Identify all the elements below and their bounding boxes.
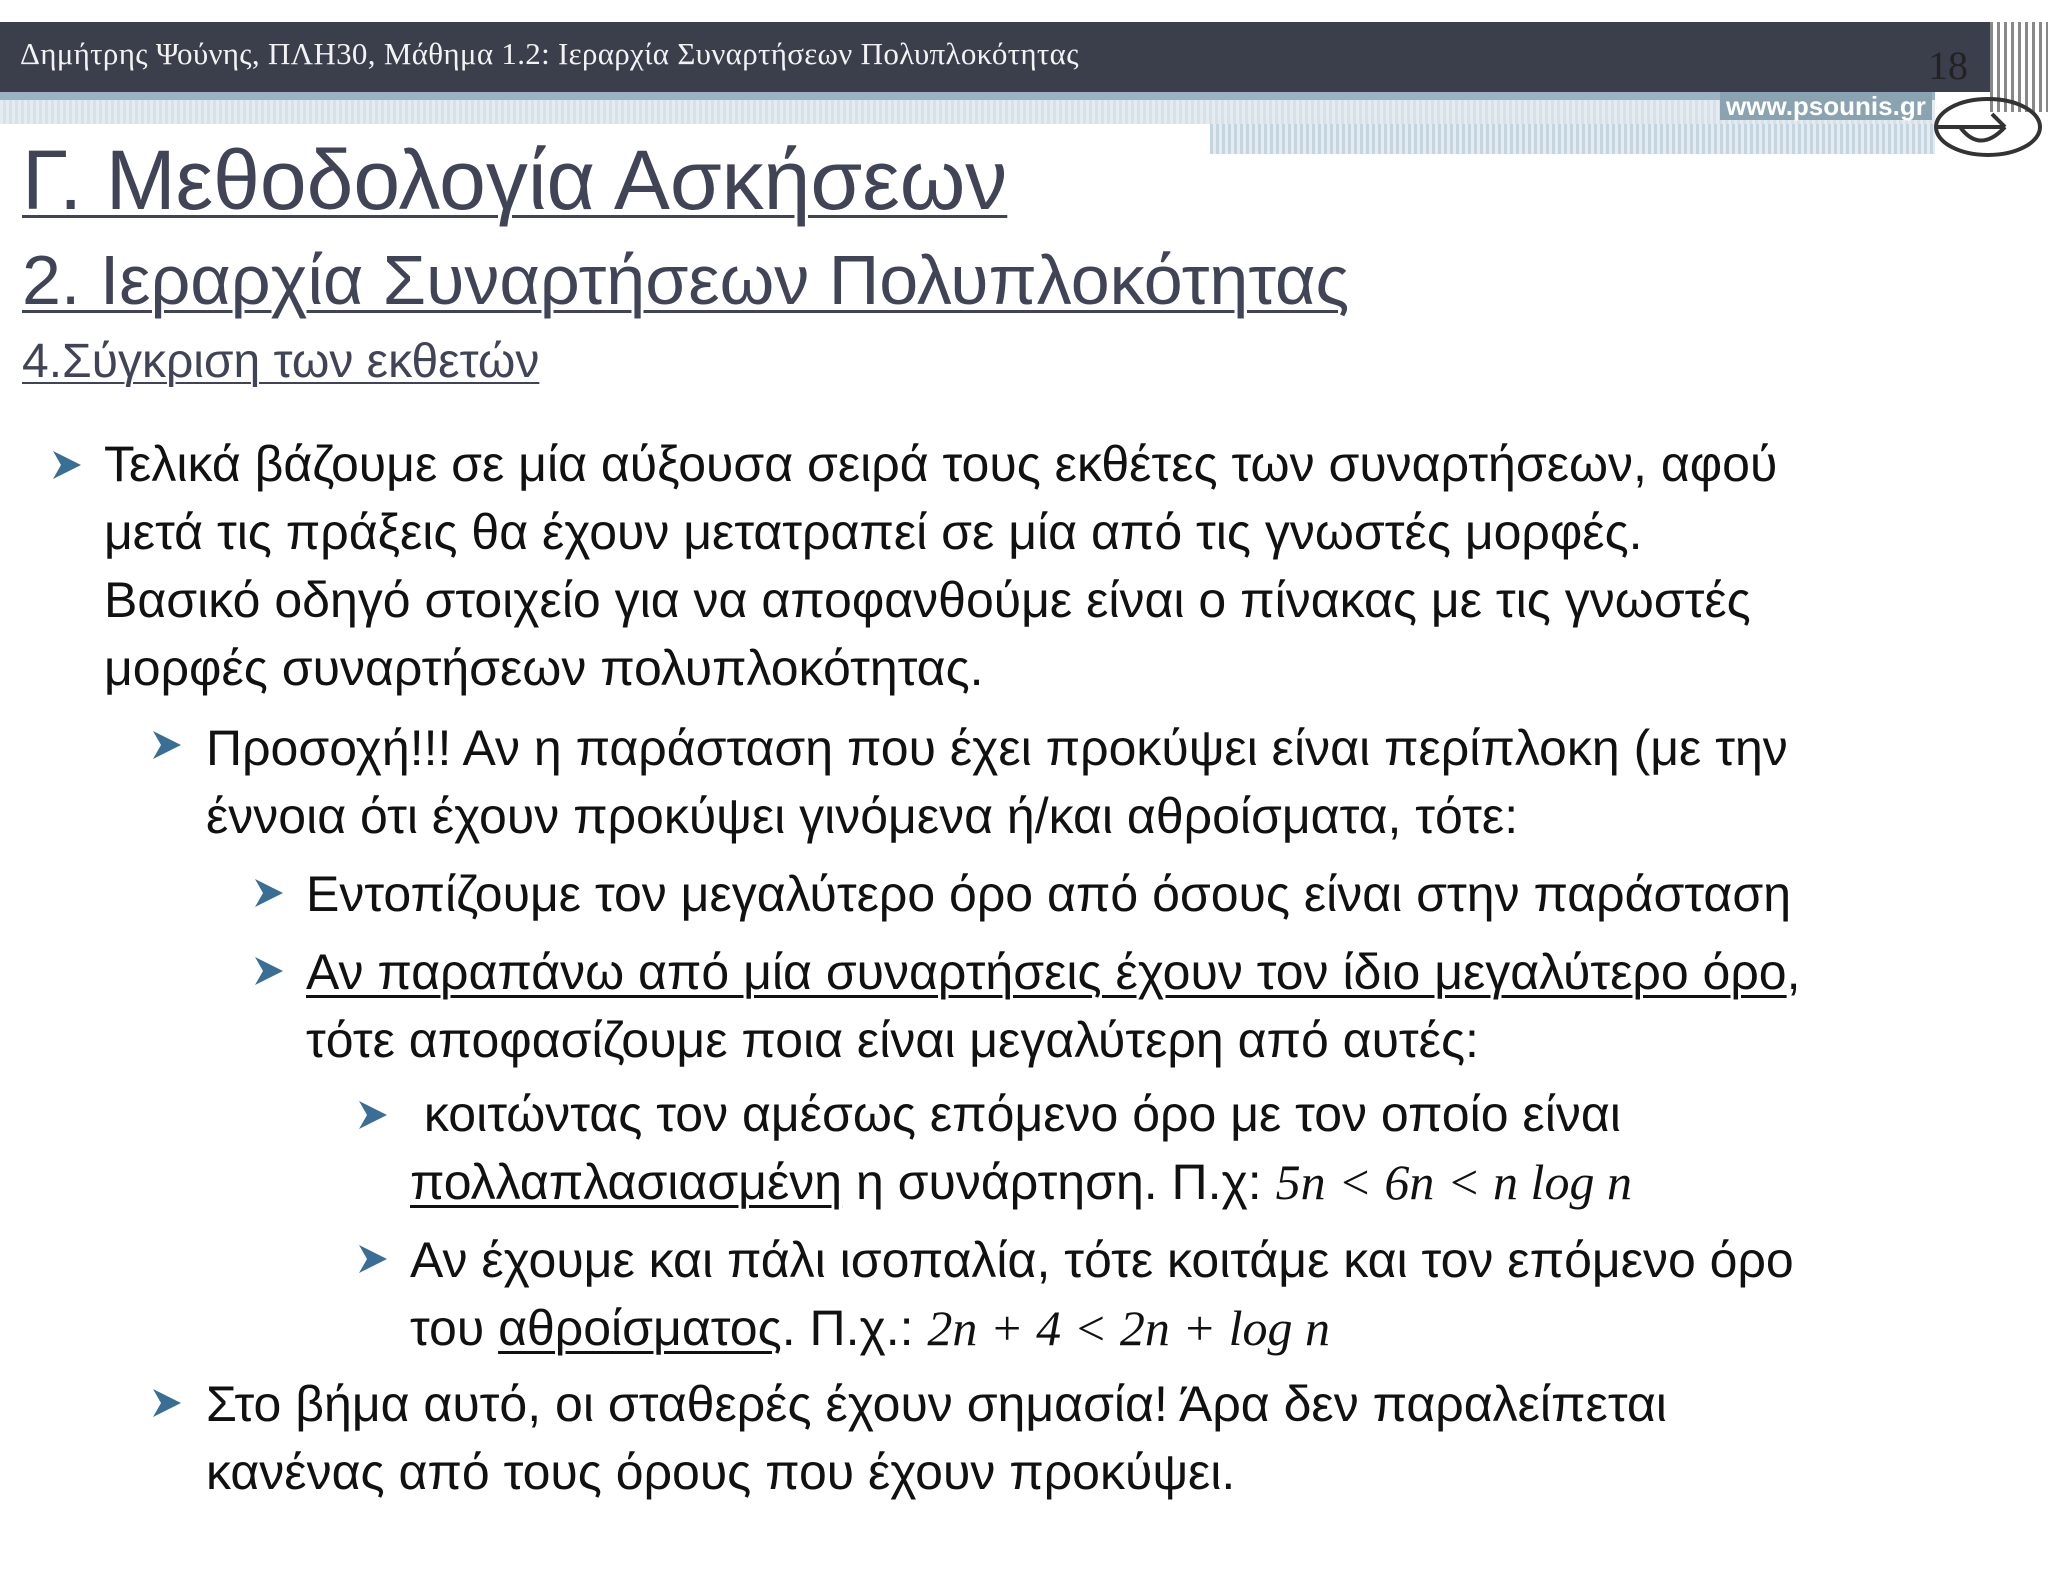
bullet-text: [410, 1226, 1794, 1362]
underlined-phrase: Αν παραπάνω από μία συναρτήσεις έχουν τον ίδιο μεγαλύτερο όρο: [306, 944, 1787, 1000]
bullet-arrow-icon: [50, 448, 84, 482]
bullet-line: μετά τις πράξεις θα έχουν μετατραπεί σε μία από τις γνωστές μορφές.: [104, 504, 1643, 560]
bullet-text: [206, 1370, 1667, 1506]
slide-subtitle: 2. Ιεραρχία Συναρτήσεων Πολυπλοκότητας: [22, 241, 1350, 319]
bullet-line-rest: η συνάρτηση. Π.χ:: [842, 1154, 1276, 1210]
psounis-logo-icon: [1930, 92, 2045, 162]
section-heading: 4.Σύγκριση των εκθετών: [22, 335, 540, 388]
header-stripe: [0, 92, 1935, 100]
bullet-text: [410, 1080, 1632, 1216]
bullet-arrow-icon: [356, 1098, 390, 1132]
math-expression: 2n + 4 < 2n + log n: [927, 1300, 1331, 1356]
bullet-line: Στο βήμα αυτό, οι σταθερές έχουν σημασία! Άρα δεν παραλείπεται: [206, 1376, 1667, 1432]
header-bar: [0, 22, 1990, 92]
bullet-line: μορφές συναρτήσεων πολυπλοκότητας.: [104, 640, 984, 696]
bullet-line: [410, 1294, 1794, 1362]
bullet-line: κοιτώντας τον αμέσως επόμενο όρο με τον οποίο είναι: [410, 1086, 1621, 1142]
bullet-arrow-icon: [150, 728, 184, 762]
bullet-line: έννοια ότι έχουν προκύψει γινόμενα ή/και αθροίσματα, τότε:: [206, 788, 1519, 844]
bullet-arrow-icon: [252, 876, 286, 910]
header-stripe-pattern: [0, 100, 1935, 124]
bullet-line: [410, 1148, 1632, 1216]
bullet-text: [306, 860, 1791, 928]
bullet-line: Προσοχή!!! Αν η παράσταση που έχει προκύψει είναι περίπλοκη (με την: [206, 720, 1788, 776]
bullet-arrow-icon: [252, 954, 286, 988]
bullet-line-rest: ,: [1786, 944, 1801, 1000]
bullet-text: [306, 938, 1801, 1074]
bullet-line: [306, 938, 1801, 1006]
underlined-word: αθροίσματος: [498, 1300, 782, 1356]
underlined-word: πολλαπλασιασμένη: [410, 1154, 843, 1210]
slide-title: Γ. Μεθοδολογία Ασκήσεων: [22, 133, 1008, 227]
bullet-line: τότε αποφασίζουμε ποια είναι μεγαλύτερη από αυτές:: [306, 1012, 1479, 1068]
bullet-line: Αν έχουμε και πάλι ισοπαλία, τότε κοιτάμε και τον επόμενο όρο: [410, 1232, 1794, 1288]
bullet-text: [104, 430, 1777, 702]
website-label: www.psounis.gr: [1720, 92, 1932, 120]
bullet-line: Εντοπίζουμε τον μεγαλύτερο όρο από όσους είναι στην παράσταση: [306, 866, 1792, 922]
bullet-line-prefix: του: [410, 1300, 499, 1356]
math-expression: 5n < 6n < n log n: [1275, 1154, 1632, 1210]
bullet-text: [206, 714, 1788, 850]
bullet-line: Βασικό οδηγό στοιχείο για να αποφανθούμε είναι ο πίνακας με τις γνωστές: [104, 572, 1751, 628]
bullet-line-rest: . Π.χ.:: [781, 1300, 928, 1356]
bullet-line: κανένας από τους όρους που έχουν προκύψει.: [206, 1444, 1236, 1500]
bullet-arrow-icon: [150, 1386, 184, 1420]
bullet-arrow-icon: [356, 1242, 390, 1276]
header-stripe-pattern-right: [1210, 124, 1935, 154]
slide-number: 18: [1928, 43, 1968, 88]
bullet-line: Τελικά βάζουμε σε μία αύξουσα σειρά τους εκθέτες των συναρτήσεων, αφού: [104, 436, 1778, 492]
header-title: Δημήτρης Ψούνης, ΠΛΗ30, Μάθημα 1.2: Ιεραρχία Συναρτήσεων Πολυπλοκότητας: [20, 36, 1079, 71]
